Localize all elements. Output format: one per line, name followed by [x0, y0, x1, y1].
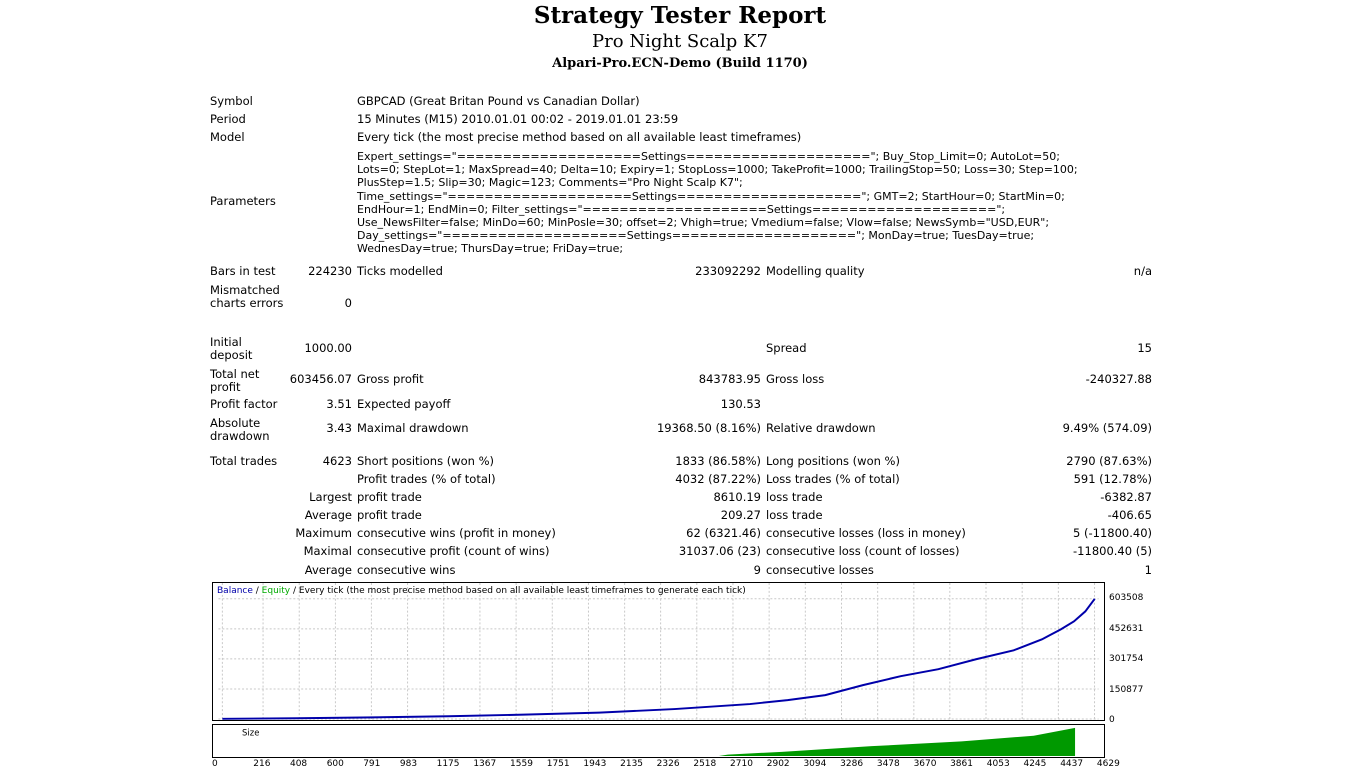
pf-value: 3.51: [326, 397, 352, 411]
spread-label: Spread: [766, 341, 807, 355]
model-label: Model: [210, 130, 245, 144]
profit-trades-value: 4032 (87.22%): [675, 472, 761, 486]
mismatch-value: 0: [344, 296, 352, 310]
x-tick-label: 4437: [1060, 759, 1084, 769]
absdd-label: Absolute drawdown: [210, 416, 270, 443]
symbol-value: GBPCAD (Great Britan Pound vs Canadian Dollar): [357, 94, 640, 108]
y-tick-label: 603508: [1109, 593, 1144, 603]
largest-profit-label: profit trade: [357, 490, 422, 504]
reldd-label: Relative drawdown: [766, 421, 876, 435]
loss-trades-value: 591 (12.78%): [1073, 472, 1152, 486]
balance-chart: [212, 582, 1105, 721]
period-value: 15 Minutes (M15) 2010.01.01 00:02 - 2019.01.01 23:59: [357, 112, 679, 126]
maximum-label: Maximum: [295, 526, 352, 540]
quality-label: Modelling quality: [766, 264, 865, 278]
x-tick-label: 3861: [950, 759, 973, 769]
reldd-value: 9.49% (574.09): [1062, 421, 1152, 435]
x-tick-label: 600: [326, 759, 344, 769]
symbol-label: Symbol: [210, 94, 253, 108]
y-tick-label: 301754: [1109, 654, 1144, 664]
size-area: [242, 728, 1075, 756]
x-tick-label: 1559: [510, 759, 533, 769]
netprofit-label: Total net profit: [210, 367, 260, 394]
trades-value: 4623: [322, 454, 352, 468]
legend-balance: Balance: [217, 586, 253, 596]
legend-model: / Every tick (the most precise method based on all available least timeframes to generate each tick): [290, 586, 746, 596]
short-label: Short positions (won %): [357, 454, 495, 468]
x-tick-label: 2518: [693, 759, 717, 769]
deposit-value: 1000.00: [304, 341, 352, 355]
largest-profit-value: 8610.19: [713, 490, 761, 504]
grossloss-value: -240327.88: [1085, 372, 1152, 386]
maxdd-value: 19368.50 (8.16%): [656, 421, 761, 435]
maximal-profit-label: consecutive profit (count of wins): [357, 544, 550, 558]
maxdd-label: Maximal drawdown: [357, 421, 469, 435]
largest-loss-label: loss trade: [766, 490, 823, 504]
avg-profit-label: profit trade: [357, 508, 422, 522]
maximal-loss-label: consecutive loss (count of losses): [766, 544, 960, 558]
max-losses-label: consecutive losses (loss in money): [766, 526, 966, 540]
long-value: 2790 (87.63%): [1066, 454, 1152, 468]
avg-losses-label: consecutive losses: [766, 563, 874, 577]
x-tick-label: 408: [289, 759, 308, 769]
x-tick-label: 983: [399, 759, 418, 769]
maximal-loss-value: -11800.40 (5): [1073, 544, 1152, 558]
x-tick-label: 4629: [1096, 759, 1120, 769]
profit-trades-label: Profit trades (% of total): [357, 472, 496, 486]
avg-profit-value: 209.27: [720, 508, 761, 522]
ticks-label: Ticks modelled: [357, 264, 443, 278]
x-tick-label: 2135: [620, 759, 644, 769]
netprofit-value: 603456.07: [289, 372, 352, 386]
legend-equity: Equity: [261, 586, 291, 596]
maximal-profit-value: 31037.06 (23): [678, 544, 761, 558]
x-tick-label: 2902: [766, 759, 790, 769]
x-tick-label: 216: [253, 759, 271, 769]
x-tick-label: 3670: [913, 759, 937, 769]
loss-trades-label: Loss trades (% of total): [766, 472, 900, 486]
y-tick-label: 452631: [1109, 623, 1144, 634]
report-title: Strategy Tester Report: [533, 2, 827, 29]
max-losses-value: 5 (-11800.40): [1073, 526, 1152, 540]
deposit-label: Initial deposit: [210, 335, 253, 362]
size-panel: [212, 724, 1105, 758]
legend-separator: /: [252, 586, 262, 596]
x-tick-label: 2326: [656, 759, 680, 769]
avg-losses-value: 1: [1144, 563, 1152, 577]
maximal-label: Maximal: [303, 544, 352, 558]
grossprofit-value: 843783.95: [698, 372, 761, 386]
absdd-value: 3.43: [326, 421, 352, 435]
largest-label: Largest: [309, 490, 352, 504]
x-tick-label: 3094: [803, 759, 827, 769]
trades-label: Total trades: [210, 454, 278, 468]
x-tick-label: 3478: [876, 759, 900, 769]
x-tick-label: 1175: [436, 759, 460, 769]
mismatch-label: Mismatched charts errors: [210, 283, 284, 310]
x-tick-label: 4053: [986, 759, 1010, 769]
x-tick-label: 1943: [583, 759, 607, 769]
avg-loss-value: -406.65: [1107, 508, 1152, 522]
x-tick-label: 0: [212, 759, 218, 769]
x-tick-label: 2710: [730, 759, 753, 769]
pf-label: Profit factor: [210, 397, 278, 411]
grossloss-label: Gross loss: [766, 372, 825, 386]
average-label: Average: [304, 508, 352, 522]
long-label: Long positions (won %): [766, 454, 900, 468]
x-tick-label: 791: [363, 759, 381, 769]
model-value: Every tick (the most precise method based on all available least timeframes): [357, 130, 802, 144]
payoff-value: 130.53: [720, 397, 761, 411]
largest-loss-value: -6382.87: [1100, 490, 1152, 504]
broker-name: Alpari-Pro.ECN-Demo (Build 1170): [552, 56, 808, 71]
parameters-value: Expert_settings="====================Settings===================="; Buy_Stop_Limit=0; AutoLot=50; Lots=0; StepLot=1; MaxSpread=40; Delta=10; Expiry=1; StopLoss=1000; TakeProfit=1000; TrailingStop=50; Loss=30; Step=100; PlusStep=1.5; Slip=30; Magic=123; Comments="Pro Night Scalp K7"; Time_settings="====================Settings===================="; GMT=2; StartHour=0; StartMin=0; EndHour=1; EndMin=0; Filter_settings="====================Settings===================="; Use_NewsFilter=false; MinDo=60; MinPosle=30; offset=2; Vhigh=true; Vmedium=false; Vlow=false; NewsSymb="USD,EUR"; Day_settings="====================Settings===================="; MonDay=true; TuesDay=true; WednesDay=true; ThursDay=true; FriDay=true;: [357, 150, 1078, 256]
parameters-label: Parameters: [210, 194, 276, 208]
grossprofit-label: Gross profit: [357, 372, 424, 386]
strategy-name: Pro Night Scalp K7: [592, 31, 768, 52]
ticks-value: 233092292: [695, 264, 761, 278]
spread-value: 15: [1137, 341, 1152, 355]
period-label: Period: [210, 112, 246, 126]
x-tick-label: 1367: [473, 759, 497, 769]
y-tick-label: 0: [1109, 715, 1115, 725]
avg-loss-label: loss trade: [766, 508, 823, 522]
quality-value: n/a: [1133, 264, 1152, 278]
bars-label: Bars in test: [210, 264, 276, 278]
bars-value: 224230: [308, 264, 352, 278]
size-label: Size: [242, 727, 260, 738]
x-tick-label: 4245: [1023, 759, 1047, 769]
max-wins-value: 62 (6321.46): [686, 526, 761, 540]
avg-wins-value: 9: [753, 563, 761, 577]
max-wins-label: consecutive wins (profit in money): [357, 526, 556, 540]
short-value: 1833 (86.58%): [675, 454, 761, 468]
average2-label: Average: [304, 563, 352, 577]
avg-wins-label: consecutive wins: [357, 563, 456, 577]
chart-legend: [217, 586, 746, 596]
x-tick-label: 1751: [546, 759, 570, 769]
y-tick-label: 150877: [1109, 684, 1144, 695]
x-tick-label: 3286: [840, 759, 864, 769]
payoff-label: Expected payoff: [357, 397, 451, 411]
